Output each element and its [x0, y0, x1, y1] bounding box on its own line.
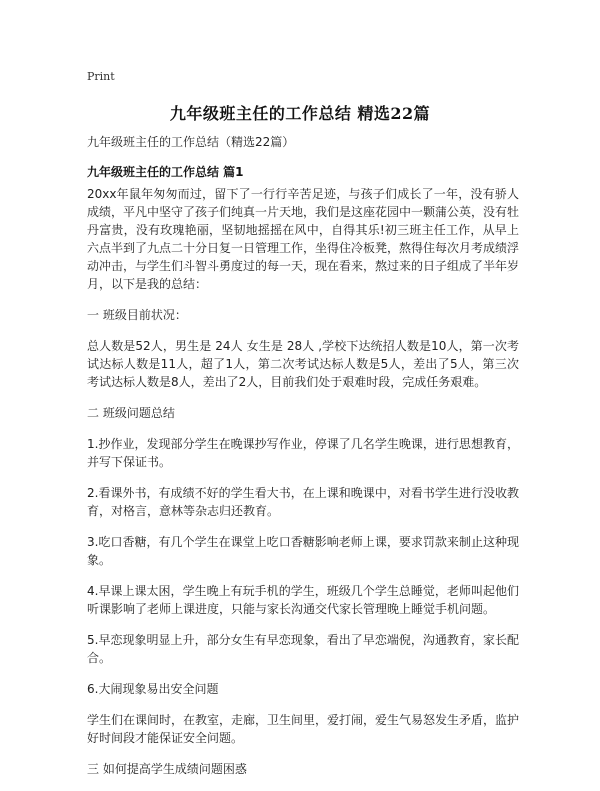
document-title: 九年级班主任的工作总结 精选22篇	[169, 104, 431, 123]
heading-improve-grades: 三 如何提高学生成绩问题困惑	[87, 762, 247, 776]
paragraph-problem-2: 2.看课外书，有成绩不好的学生看大书，在上课和晚课中，对看书学生进行没收教育，对格言，意林等杂志归还教育。	[87, 486, 519, 518]
section-heading: 九年级班主任的工作总结 篇1	[87, 165, 244, 179]
paragraph-intro: 20xx年鼠年匆匆而过，留下了一行行辛苦足迹，与孩子们成长了一年，没有骄人成绩，平凡中坚守了孩子们纯真一片天地，我们是这座花园中一颗蒲公英，没有牡丹富贵，没有玫瑰艳丽，坚韧地摇摇在风中，自得其乐!初三班主任工作，从早上六点半到了九点二十分日复一日管理工作，坐得住冷板凳，熬得住每次月考成绩浮动冲击，与学生们斗智斗勇度过的每一天，现在看来，熬过来的日子组成了半年岁月，以下是我的总结：	[87, 187, 520, 291]
print-label[interactable]: Print	[87, 70, 115, 83]
paragraph-safety: 学生们在课间时，在教室，走廊，卫生间里，爱打闹，爱生气易怒发生矛盾，监护好时间段才能保证安全问题。	[87, 713, 520, 745]
document-subtitle: 九年级班主任的工作总结（精选22篇）	[87, 135, 295, 149]
heading-class-status: 一 班级目前状况：	[87, 308, 187, 322]
paragraph-problem-4: 4.早课上课太困，学生晚上有玩手机的学生，班级几个学生总睡觉，老师叫起他们听课影响了老师上课进度，只能与家长沟通交代家长管理晚上睡觉手机问题。	[87, 584, 519, 616]
paragraph-problem-5: 5.早恋现象明显上升，部分女生有早恋现象，看出了早恋端倪，沟通教育，家长配合。	[87, 633, 519, 665]
document-body	[87, 185, 519, 791]
paragraph-problem-6: 6.大闹现象易出安全问题	[87, 682, 219, 696]
paragraph-problem-3: 3.吃口香糖，有几个学生在课堂上吃口香糖影响老师上课，要求罚款来制止这种现象。	[87, 535, 519, 567]
heading-class-problems: 二 班级问题总结	[87, 406, 175, 420]
paragraph-problem-1: 1.抄作业，发现部分学生在晚课抄写作业，停课了几名学生晚课，进行思想教育，并写下保证书。	[87, 437, 519, 469]
paragraph-class-stats: 总人数是52人，男生是 24人 女生是 28人 ,学校下达统招人数是10人，第一次考试达标人数是11人，超了1人，第二次考试达标人数是5人，差出了5人，第三次考试达标人数是8人，差出了2人，目前我们处于艰难时段，完成任务艰难。	[87, 339, 519, 389]
